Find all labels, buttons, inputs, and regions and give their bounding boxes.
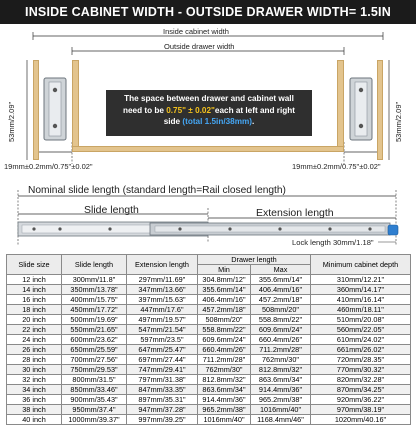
cell-extension-length: 797mm/31.38"	[127, 375, 198, 385]
table-row	[7, 415, 411, 425]
cell-slide-size: 20 inch	[7, 315, 62, 325]
cell-drawer-max: 609.6mm/24"	[251, 325, 311, 335]
cell-drawer-min: 660.4mm/26"	[198, 345, 251, 355]
table-row	[7, 365, 411, 375]
cell-slide-size: 14 inch	[7, 285, 62, 295]
cell-extension-length: 297mm/11.69"	[127, 275, 198, 285]
note-highlight-gap: 0.75" ± 0.02"	[166, 105, 215, 115]
cell-drawer-min: 508mm/20"	[198, 315, 251, 325]
cell-slide-length: 450mm/17.72"	[62, 305, 127, 315]
spacing-note	[106, 90, 312, 136]
cell-min-cabinet-depth: 310mm/12.21"	[311, 275, 411, 285]
cell-slide-length: 700mm/27.56"	[62, 355, 127, 365]
cell-slide-size: 36 inch	[7, 395, 62, 405]
cell-drawer-max: 965.2mm/38"	[251, 395, 311, 405]
drawer-right-side	[337, 60, 344, 148]
cell-drawer-max: 1168.4mm/46"	[251, 415, 311, 425]
table-row	[7, 285, 411, 295]
cell-slide-size: 12 inch	[7, 275, 62, 285]
note-text: need to be	[123, 105, 167, 115]
nominal-length-label: Nominal slide length (standard length=Rail closed length)	[28, 185, 286, 196]
cell-slide-size: 16 inch	[7, 295, 62, 305]
table-row	[7, 355, 411, 365]
cell-slide-length: 350mm/13.78"	[62, 285, 127, 295]
col-header-min-cabinet-depth: Minimum cabinet depth	[311, 255, 411, 275]
table-row	[7, 295, 411, 305]
cell-extension-length: 397mm/15.63"	[127, 295, 198, 305]
cell-min-cabinet-depth: 820mm/32.28"	[311, 375, 411, 385]
note-text: side	[163, 117, 183, 126]
cell-slide-length: 900mm/35.43"	[62, 395, 127, 405]
spec-table	[6, 254, 410, 440]
table-row	[7, 275, 411, 285]
table-row	[7, 405, 411, 415]
cell-slide-size: 32 inch	[7, 375, 62, 385]
cell-extension-length: 997mm/39.25"	[127, 415, 198, 425]
outside-width-label: Outside drawer width	[164, 42, 235, 51]
left-gap-label: 19mm±0.2mm/0.75"±0.02"	[4, 162, 93, 171]
cell-min-cabinet-depth: 1020mm/40.16"	[311, 415, 411, 425]
cell-slide-size: 18 inch	[7, 305, 62, 315]
cell-slide-size: 40 inch	[7, 415, 62, 425]
cell-drawer-max: 1016mm/40"	[251, 405, 311, 415]
cell-min-cabinet-depth: 870mm/34.25"	[311, 385, 411, 395]
col-header-slide-size: Slide size	[7, 255, 62, 275]
cell-drawer-min: 762mm/30"	[198, 365, 251, 375]
cell-extension-length: 897mm/35.31"	[127, 395, 198, 405]
cell-extension-length: 447mm/17.6"	[127, 305, 198, 315]
cell-drawer-min: 711.2mm/28"	[198, 355, 251, 365]
col-header-min: Min	[198, 265, 251, 275]
table-row	[7, 375, 411, 385]
right-slide-rail	[346, 76, 376, 142]
note-text: each at left and right	[214, 105, 295, 115]
table-row	[7, 305, 411, 315]
cell-extension-length: 697mm/27.44"	[127, 355, 198, 365]
cell-drawer-min: 914.4mm/36"	[198, 395, 251, 405]
cell-slide-size: 38 inch	[7, 405, 62, 415]
cell-drawer-max: 406.4mm/16"	[251, 285, 311, 295]
cabinet-diagram	[0, 24, 416, 176]
cell-extension-length: 647mm/25.47"	[127, 345, 198, 355]
cell-drawer-min: 355.6mm/14"	[198, 285, 251, 295]
table-body	[7, 275, 411, 425]
cell-extension-length: 547mm/21.54"	[127, 325, 198, 335]
cell-min-cabinet-depth: 360mm/14.17"	[311, 285, 411, 295]
drawer-bottom	[72, 146, 344, 152]
cell-slide-length: 850mm/33.46"	[62, 385, 127, 395]
cell-min-cabinet-depth: 610mm/24.02"	[311, 335, 411, 345]
cell-slide-size: 26 inch	[7, 345, 62, 355]
cell-min-cabinet-depth: 460mm/18.11"	[311, 305, 411, 315]
cell-drawer-min: 812.8mm/32"	[198, 375, 251, 385]
lock-length-label: Lock length 30mm/1.18"	[292, 238, 374, 247]
note-line-3	[106, 116, 312, 128]
table-row	[7, 325, 411, 335]
cell-slide-size: 22 inch	[7, 325, 62, 335]
cell-slide-size: 28 inch	[7, 355, 62, 365]
slide-length-label: Slide length	[84, 204, 139, 216]
left-slide-rail	[40, 76, 70, 142]
cabinet-left-wall	[33, 60, 39, 160]
cabinet-right-wall	[377, 60, 383, 160]
cell-drawer-min: 965.2mm/38"	[198, 405, 251, 415]
cell-drawer-max: 558.8mm/22"	[251, 315, 311, 325]
cell-min-cabinet-depth: 661mm/26.02"	[311, 345, 411, 355]
inside-width-label: Inside cabinet width	[163, 27, 229, 36]
cell-slide-length: 550mm/21.65"	[62, 325, 127, 335]
cell-drawer-min: 1016mm/40"	[198, 415, 251, 425]
cell-drawer-min: 863.6mm/34"	[198, 385, 251, 395]
cell-slide-size: 30 inch	[7, 365, 62, 375]
cell-drawer-min: 558.8mm/22"	[198, 325, 251, 335]
col-header-max: Max	[251, 265, 311, 275]
note-line-2	[106, 105, 312, 117]
table-row	[7, 315, 411, 325]
cell-extension-length: 847mm/33.35"	[127, 385, 198, 395]
cell-slide-length: 950mm/37.4"	[62, 405, 127, 415]
cell-min-cabinet-depth: 720mm/28.35"	[311, 355, 411, 365]
cell-drawer-max: 863.6mm/34"	[251, 375, 311, 385]
cell-min-cabinet-depth: 410mm/16.14"	[311, 295, 411, 305]
cell-slide-length: 300mm/11.8"	[62, 275, 127, 285]
note-highlight-total: (total 1.5in/38mm)	[182, 117, 252, 126]
cell-drawer-max: 812.8mm/32"	[251, 365, 311, 375]
cell-min-cabinet-depth: 970mm/38.19"	[311, 405, 411, 415]
cell-slide-length: 800mm/31.5"	[62, 375, 127, 385]
note-line-1: The space between drawer and cabinet wall	[124, 94, 294, 103]
cell-drawer-min: 304.8mm/12"	[198, 275, 251, 285]
cell-slide-size: 34 inch	[7, 385, 62, 395]
cell-slide-length: 600mm/23.62"	[62, 335, 127, 345]
cell-drawer-max: 762mm/30"	[251, 355, 311, 365]
cell-min-cabinet-depth: 920mm/36.22"	[311, 395, 411, 405]
cell-slide-length: 500mm/19.69"	[62, 315, 127, 325]
cell-drawer-min: 457.2mm/18"	[198, 305, 251, 315]
table-row	[7, 385, 411, 395]
cell-slide-length: 750mm/29.53"	[62, 365, 127, 375]
cell-slide-size: 24 inch	[7, 335, 62, 345]
cell-extension-length: 497mm/19.57"	[127, 315, 198, 325]
table-row	[7, 345, 411, 355]
col-header-extension-length: Extension length	[127, 255, 198, 275]
cell-min-cabinet-depth: 510mm/20.08"	[311, 315, 411, 325]
cell-drawer-max: 355.6mm/14"	[251, 275, 311, 285]
cell-drawer-max: 660.4mm/26"	[251, 335, 311, 345]
extension-length-label: Extension length	[256, 207, 334, 219]
page-header: INSIDE CABINET WIDTH - OUTSIDE DRAWER WIDTH= 1.5IN	[0, 0, 416, 24]
table-row	[7, 335, 411, 345]
cell-extension-length: 947mm/37.28"	[127, 405, 198, 415]
col-header-drawer-length: Drawer length	[198, 255, 311, 265]
cell-drawer-max: 457.2mm/18"	[251, 295, 311, 305]
cell-drawer-max: 711.2mm/28"	[251, 345, 311, 355]
cell-extension-length: 347mm/13.66"	[127, 285, 198, 295]
cell-drawer-min: 406.4mm/16"	[198, 295, 251, 305]
left-height-label: 53mm/2.09"	[7, 101, 16, 142]
note-text: .	[252, 117, 255, 126]
cell-drawer-min: 609.6mm/24"	[198, 335, 251, 345]
cell-extension-length: 747mm/29.41"	[127, 365, 198, 375]
right-height-label: 53mm/2.09"	[394, 101, 403, 142]
cell-drawer-max: 508mm/20"	[251, 305, 311, 315]
right-gap-label: 19mm±0.2mm/0.75"±0.02"	[292, 162, 381, 171]
cell-slide-length: 1000mm/39.37"	[62, 415, 127, 425]
table-row	[7, 395, 411, 405]
slide-size-table	[6, 254, 411, 425]
cell-extension-length: 597mm/23.5"	[127, 335, 198, 345]
col-header-slide-length: Slide length	[62, 255, 127, 275]
cell-slide-length: 650mm/25.59"	[62, 345, 127, 355]
cell-min-cabinet-depth: 560mm/22.05"	[311, 325, 411, 335]
slide-length-diagram	[0, 176, 416, 254]
cell-slide-length: 400mm/15.75"	[62, 295, 127, 305]
drawer-left-side	[72, 60, 79, 148]
cell-min-cabinet-depth: 770mm/30.32"	[311, 365, 411, 375]
cell-drawer-max: 914.4mm/36"	[251, 385, 311, 395]
